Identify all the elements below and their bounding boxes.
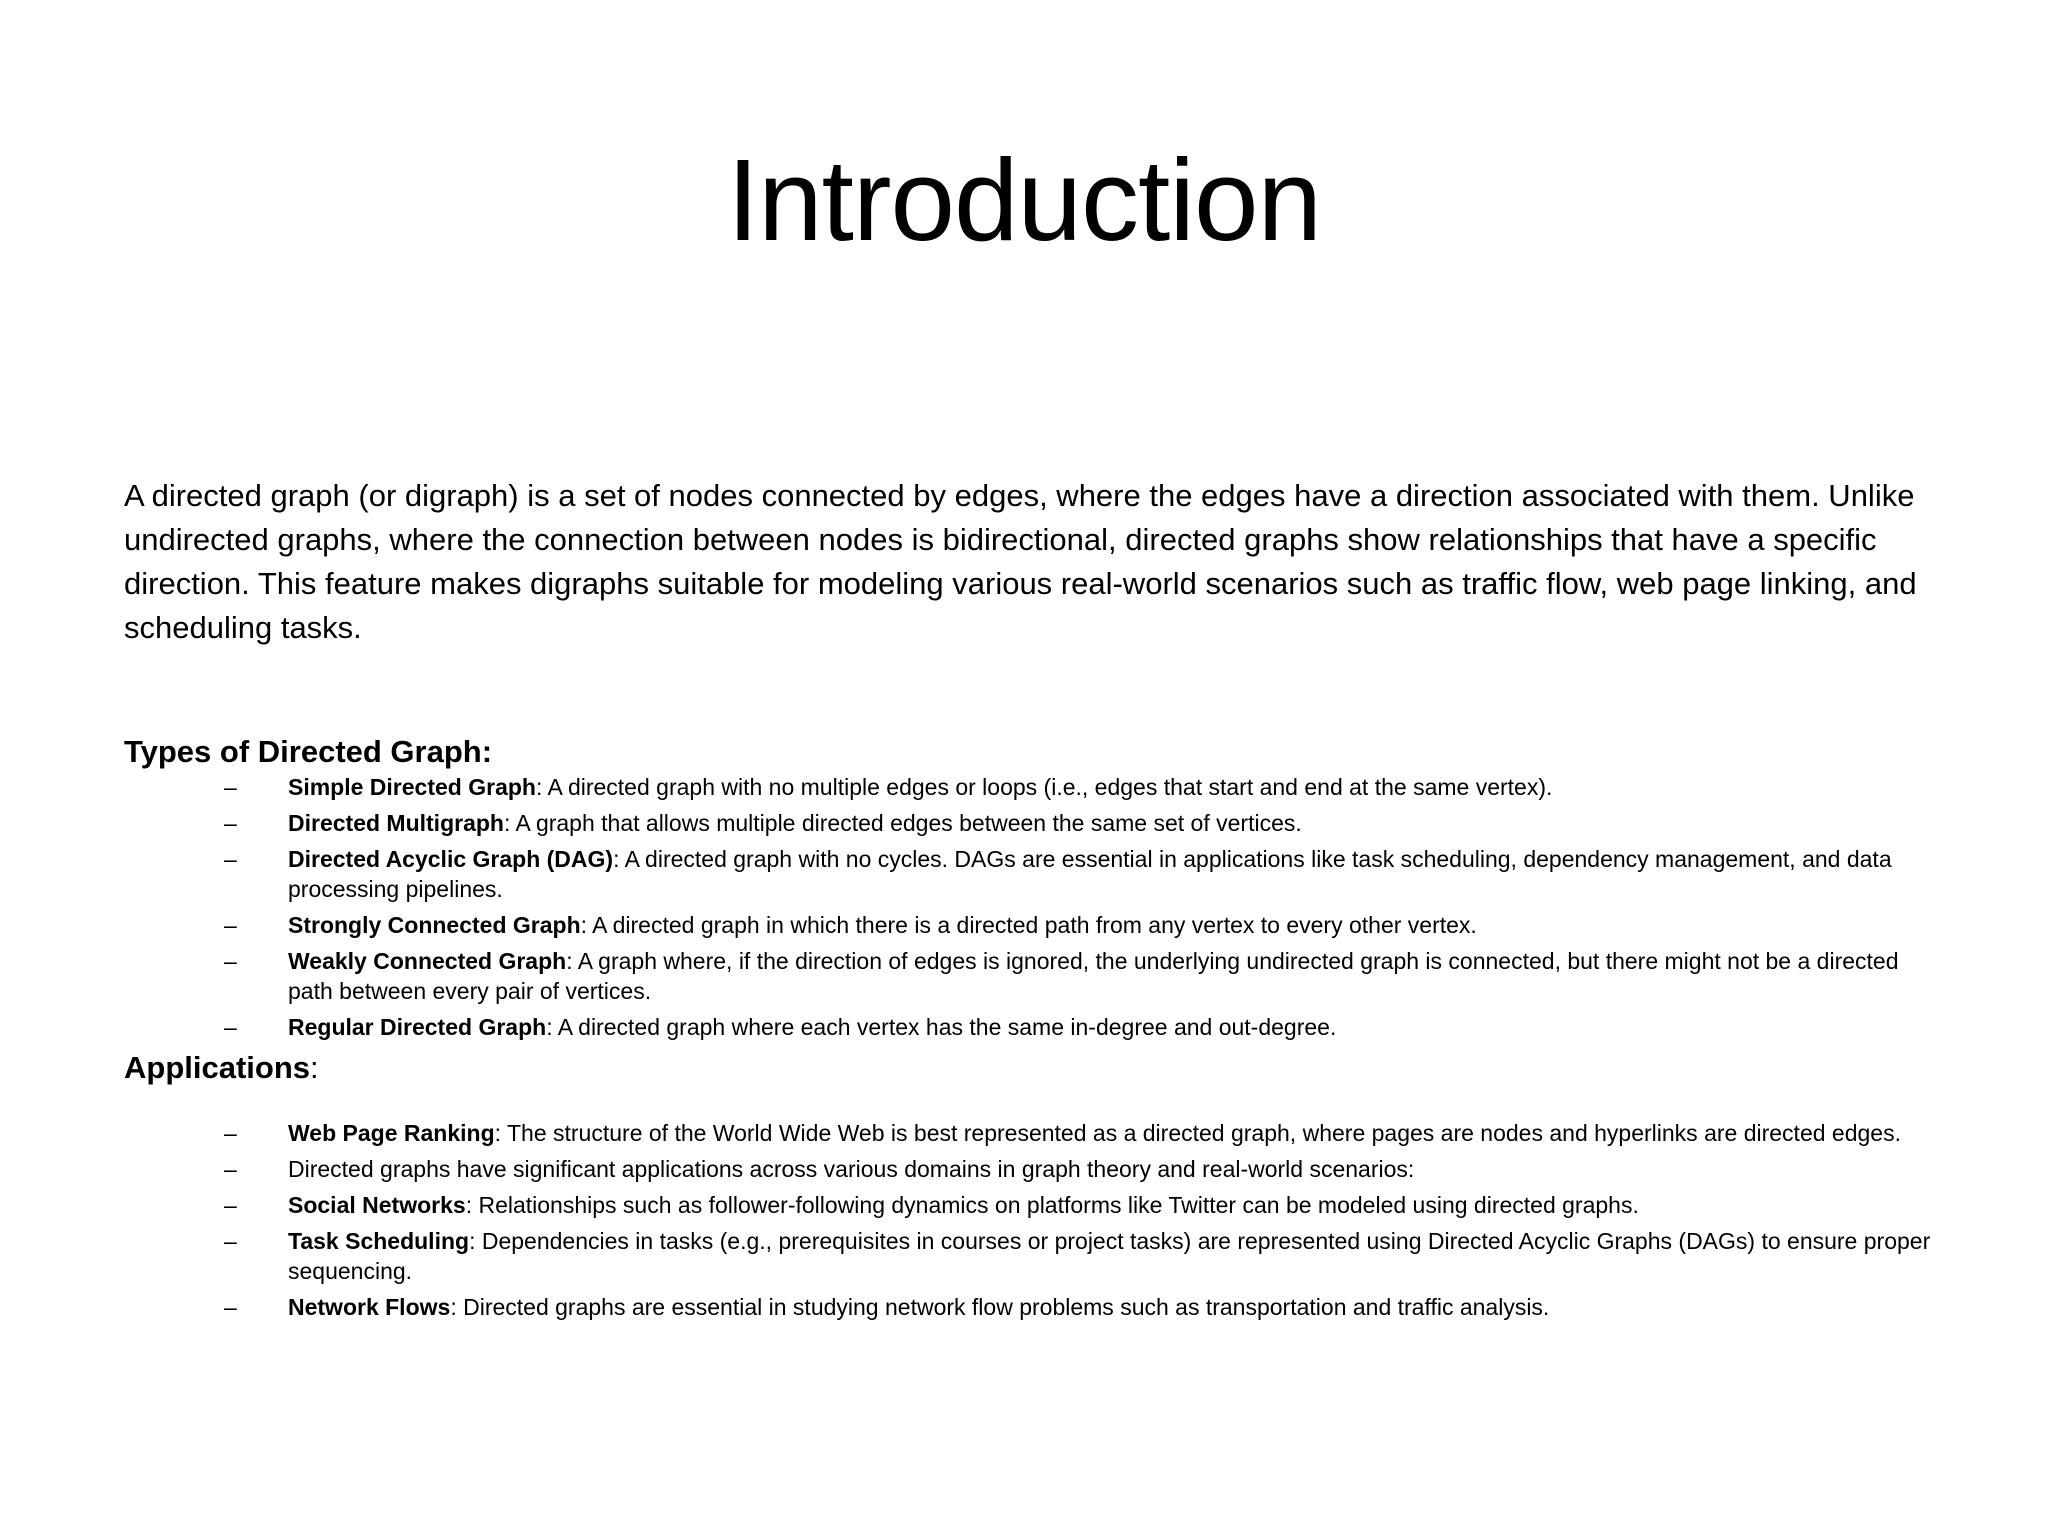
item-description: : The structure of the World Wide Web is best represented as a directed graph, where pages are nodes and hyperlinks are directed edges. <box>494 1120 1901 1146</box>
dash-bullet: – <box>224 846 237 872</box>
applications-heading-colon: : <box>310 1050 319 1085</box>
item-term: Network Flows <box>288 1294 451 1320</box>
item-description: : Dependencies in tasks (e.g., prerequisites in courses or project tasks) are represented using Directed Acyclic Graphs (DAGs) to ensure proper sequencing. <box>288 1228 1931 1284</box>
applications-list-item <box>124 1190 1944 1220</box>
slide-title: Introduction <box>726 135 1322 265</box>
item-description: : A directed graph with no multiple edges or loops (i.e., edges that start and end at the same vertex). <box>535 774 1553 800</box>
dash-bullet: – <box>224 774 237 800</box>
item-term: Simple Directed Graph <box>288 774 536 800</box>
applications-list-item <box>124 1118 1944 1148</box>
item-description: Directed graphs have significant applications across various domains in graph theory and real-world scenarios: <box>288 1156 1415 1182</box>
dash-bullet: – <box>224 912 237 938</box>
dash-bullet: – <box>224 1294 237 1320</box>
applications-heading-text: Applications <box>124 1050 311 1085</box>
intro-paragraph: A directed graph (or digraph) is a set of nodes connected by edges, where the edges have a direction associated with them. Unlike undirected graphs, where the connection between nodes is bidirectional, directed graphs show relationships that have a specific direction. This feature makes digraphs suitable for modeling various real-world scenarios such as traffic flow, web page linking, and scheduling tasks. <box>124 478 1917 645</box>
item-term: Task Scheduling <box>288 1228 470 1254</box>
item-term: Directed Acyclic Graph (DAG) <box>288 846 614 872</box>
types-list-item <box>124 910 1944 940</box>
item-term: Weakly Connected Graph <box>288 948 567 974</box>
dash-bullet: – <box>224 810 237 836</box>
item-description: : A directed graph where each vertex has the same in-degree and out-degree. <box>546 1014 1337 1040</box>
dash-bullet: – <box>224 948 237 974</box>
item-term: Regular Directed Graph <box>288 1014 547 1040</box>
dash-bullet: – <box>224 1014 237 1040</box>
dash-bullet: – <box>224 1228 237 1254</box>
item-term: Web Page Ranking <box>288 1120 495 1146</box>
applications-list-item <box>124 1226 1944 1286</box>
item-description: : Relationships such as follower-following dynamics on platforms like Twitter can be modeled using directed graphs. <box>465 1192 1639 1218</box>
item-term: Social Networks <box>288 1192 466 1218</box>
item-term: Directed Multigraph <box>288 810 504 836</box>
slide-body <box>124 474 1944 1328</box>
types-list-item <box>124 808 1944 838</box>
types-list-item <box>124 946 1944 1006</box>
item-term: Strongly Connected Graph <box>288 912 581 938</box>
dash-bullet: – <box>224 1192 237 1218</box>
types-heading: Types of Directed Graph: <box>124 734 493 769</box>
applications-list <box>124 1118 1944 1322</box>
applications-list-item <box>124 1154 1944 1184</box>
item-description: : A graph where, if the direction of edges is ignored, the underlying undirected graph is connected, but there might not be a directed path between every pair of vertices. <box>288 948 1899 1004</box>
applications-list-item <box>124 1292 1944 1322</box>
dash-bullet: – <box>224 1156 237 1182</box>
dash-bullet: – <box>224 1120 237 1146</box>
item-description: : A directed graph with no cycles. DAGs are essential in applications like task scheduling, dependency management, and data processing pipelines. <box>288 846 1892 902</box>
item-description: : A graph that allows multiple directed edges between the same set of vertices. <box>503 810 1302 836</box>
item-description: : Directed graphs are essential in studying network flow problems such as transportation and traffic analysis. <box>450 1294 1550 1320</box>
item-description: : A directed graph in which there is a directed path from any vertex to every other vertex. <box>580 912 1477 938</box>
applications-heading <box>124 1048 1944 1088</box>
types-list-item <box>124 772 1944 802</box>
types-list-item <box>124 844 1944 904</box>
types-list <box>124 772 1944 1042</box>
types-list-item <box>124 1012 1944 1042</box>
